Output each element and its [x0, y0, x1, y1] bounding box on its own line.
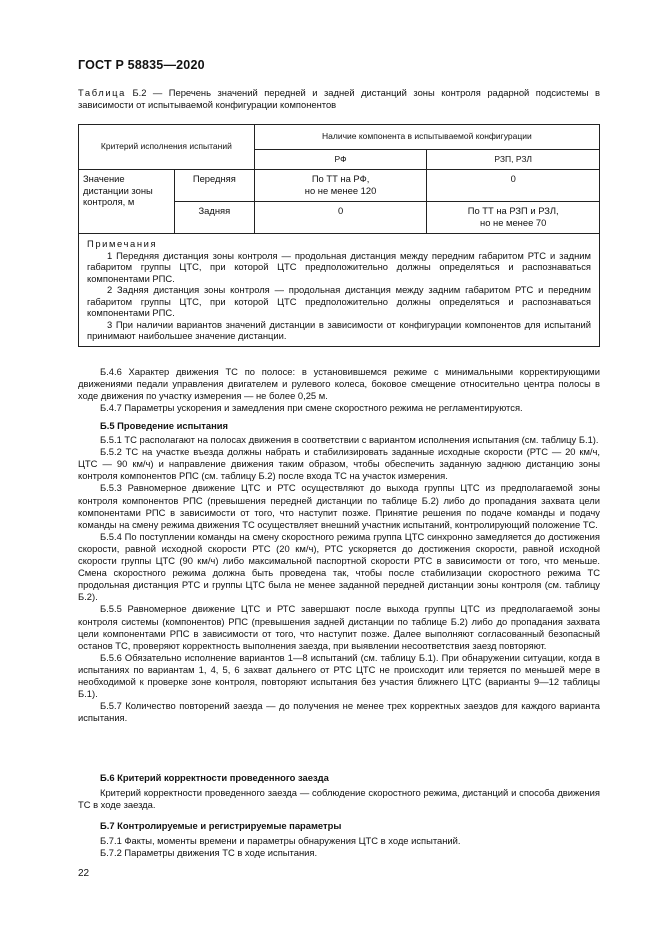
row-label: Значение дистанции зоны контроля, м — [79, 170, 175, 234]
section-b6 — [78, 772, 600, 811]
paragraph-b54: Б.5.4 По поступлении команды на смену скоростного режима группа ЦТС синхронно замедляется до достижения скорости, равной исходной скорости РТС (20 км/ч), РТС ускоряется до достижения скорости, равной исходной скорости группы ЦТС (90 км/ч) либо максимальной паспортной скорости РТС в зависимости от того, что меньше. Смена скоростного режима должна быть проведена так, чтобы после стабилизации скоростного режима ТС продольная дистанция РТС и группы ЦТС была не менее заданной передней дистанции зоны контроля (см. таблицу Б.2). — [78, 530, 600, 603]
notes-title: Примечания — [87, 238, 158, 249]
paragraph-b52: Б.5.2 ТС на участке въезда должны набрать и стабилизировать заданные исходные скорости (РТС — 20 км/ч, ЦТС — 90 км/ч) и направление движения таким образом, чтобы обеспечить заданную заднюю дистанцию зоны контроля компонентов РПС (см. таблицу Б.2) после входа ТС на участок измерения. — [78, 446, 600, 482]
heading-b5: Б.5 Проведение испытания — [100, 420, 228, 431]
paragraph-b46: Б.4.6 Характер движения ТС по полосе: в установившемся режиме с минимальными корректирующими движениями педали управления двигателем и рулевого колеса, боковое смещение относительно центра полосы в ходе движения по участку измерения — не более 0,25 м. — [78, 366, 600, 402]
section-b5 — [78, 420, 600, 724]
paragraph-b53: Б.5.3 Равномерное движение ЦТС и РТС осуществляют до выхода группы ЦТС из предполагаемой зоны контроля компонентов РПС (превышения передней дистанции по таблице Б.2) либо до пропадания захвата цели компонентами РПС в зависимости от того, что наступит позже. Принятие решения по подаче команды и подачу команды на смену режима движения ТС осуществляет внешний участник испытаний, контролирующий положение ТС. — [78, 482, 600, 530]
heading-b7: Б.7 Контролируемые и регистрируемые параметры — [100, 820, 342, 831]
note-item: 3 При наличии вариантов значений дистанции в зависимости от конфигурации компонентов для испытаний принимают наибольшее значение дистанции. — [87, 318, 591, 341]
paragraph-b56: Б.5.6 Обязательно исполнение вариантов 1—8 испытаний (см. таблицу Б.1). При обнаружении ситуации, когда в испытаниях по вариантам 1, 4, 5, 6 захват дальнего от РТС ЦТС не происходит или теряется по меньшей мере в необходимой к проверке зоне контроля, повторяют испытания без участия ближнего ЦТС (варианты 9—12 таблицы Б.1). — [78, 651, 600, 700]
paragraph-b57: Б.5.7 Количество повторений заезда — до получения не менее трех корректных заездов для каждого варианта испытания. — [78, 700, 600, 724]
criteria-header: Критерий исполнения испытаний — [79, 125, 255, 170]
table-caption-text: Б.2 — Перечень значений передней и задней дистанций зоны контроля радарной подсистемы в зависимости от испытываемой конфигурации компонентов — [78, 87, 600, 110]
col-rzp-header: РЗП, РЗЛ — [427, 150, 600, 170]
row1-rzp: 0 — [427, 170, 600, 202]
paragraph-b47: Б.4.7 Параметры ускорения и замедления при смене скоростного режима не регламентируются. — [100, 402, 523, 414]
note-item: 1 Передняя дистанция зоны контроля — продольная дистанция между передним габаритом РТС и задним габаритом группы ЦТС, при которой ЦТС предположительно должны определяться и распознаваться компонентами РПС. — [87, 249, 591, 284]
row2-rzp: По ТТ на РЗП и РЗЛ, но не менее 70 — [427, 202, 600, 234]
page-number: 22 — [78, 868, 90, 879]
heading-b6: Б.6 Критерий корректности проведенного заезда — [100, 772, 329, 783]
row2-name: Задняя — [174, 202, 254, 234]
paragraph-b6: Критерий корректности проведенного заезда — соблюдение скоростного режима, дистанций и способа движения ТС в ходе заезда. — [78, 787, 600, 811]
paragraph-b72: Б.7.2 Параметры движения ТС в ходе испытания. — [100, 847, 318, 859]
row1-name: Передняя — [174, 170, 254, 202]
section-b7 — [78, 820, 600, 859]
paragraph-b51: Б.5.1 ТС располагают на полосах движения в соответствии с вариантом исполнения испытания (см. таблицу Б.1). — [100, 434, 599, 446]
distance-table — [78, 124, 600, 347]
table-caption-lead: Таблица — [78, 87, 126, 98]
col-rf-header: РФ — [254, 150, 427, 170]
row2-rf: 0 — [254, 202, 427, 234]
paragraph-b71: Б.7.1 Факты, моменты времени и параметры обнаружения ЦТС в ходе испытаний. — [100, 835, 461, 847]
table-notes — [79, 234, 600, 347]
note-item: 2 Задняя дистанция зоны контроля — продольная дистанция между задним габаритом РТС и передним габаритом группы ЦТС, при которой ЦТС предположительно должны определяться и распознаваться компонентами РПС. — [87, 284, 591, 318]
row1-rf: По ТТ на РФ, но не менее 120 — [254, 170, 427, 202]
presence-header: Наличие компонента в испытываемой конфигурации — [254, 125, 599, 150]
paragraph-b55: Б.5.5 Равномерное движение ЦТС и РТС завершают после выхода группы ЦТС из предполагаемой зоны контроля системы (компонентов) РПС (превышения задней дистанции по таблице Б.2) либо до пропадания захвата цели компонентами РПС в зависимости от того, что наступит позже. Далее выполняют согласованный безопасный останов ТС, проверяют корректность выполнения заезда, при выявлении несоответствия заезд повторяют. — [78, 603, 600, 651]
document-header: ГОСТ Р 58835—2020 — [78, 58, 205, 72]
table-caption — [78, 87, 600, 111]
section-b4-continued — [78, 366, 600, 414]
